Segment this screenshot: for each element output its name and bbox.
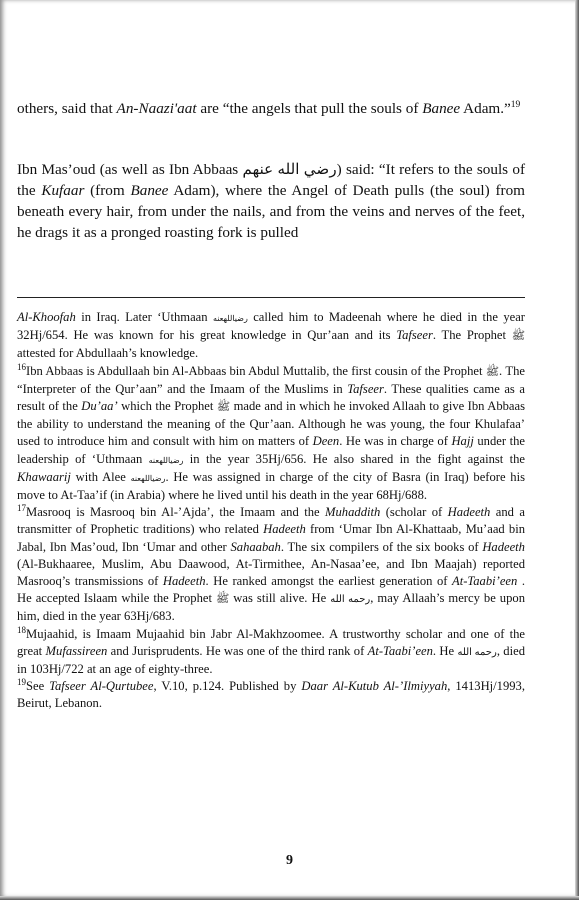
footnotes-section xyxy=(17,309,525,713)
footnote-16: $^{16}$Ibn Abbaas is Abdullaah bin Al-Abbaas bin Abdul Muttalib, the first cousin of the Prophet ﷺ. The “Interpreter of the Qur’aan” and the Imaam of the Muslims in Tafseer. These qualities came as a result of the Du’aa’ which the Prophet ﷺ made and in which he invoked Allaah to give Ibn Abbaas the ability to understand the meaning of the Qur’aan. Although he was young, the four Khulafaa’ used to introduce him and consult with him on matters of Deen. He was in charge of Hajj under the leadership of ‘Uthmaan رضياللهعنه in the year 35Hj/656. He also shared in the fight against the Khawaarij with Alee رضياللهعنه. He was assigned in charge of the city of Basra (in Iraq) before his move to At-Taa’if (in Arabia) where he lived until his death in the year 68Hj/688. xyxy=(17,361,525,503)
footnote-number: 17 xyxy=(17,503,26,514)
salawat-symbol: ﷺ xyxy=(485,365,499,378)
footnote-18: $^{18}$Mujaahid, is Imaam Mujaahid bin Jabr Al-Makhzoomee. A trustworthy scholar and one of the great Mufassireen and Jurisprudents. He was one of the third rank of At-Taabi’een. He رحمه الله, died in 103Hj/722 at an age of eighty-three. xyxy=(17,624,525,677)
footnote-separator xyxy=(17,297,525,298)
body-paragraph-1: others, said that An-Naazi'aat are “the angels that pull the souls of Banee Adam.”$^{19}$ xyxy=(17,99,521,117)
page-edge-shadow-right xyxy=(575,0,579,900)
salawat-symbol: ﷺ xyxy=(215,593,230,606)
honorific-symbol: رضياللهعنه xyxy=(130,473,166,483)
salawat-symbol: ﷺ xyxy=(216,401,231,414)
page-number: 9 xyxy=(286,853,293,868)
honorific-symbol: رضياللهعنه xyxy=(212,314,248,323)
arabic-honorific: رحمه الله xyxy=(457,646,497,658)
honorific-symbol: رضياللهعنه xyxy=(148,455,184,465)
footnote-number: 16 xyxy=(17,361,26,372)
footnote-number: 19 xyxy=(17,677,26,688)
footnote-19: $^{19}$See Tafseer Al-Qurtubee, V.10, p.124. Published by Daar Al-Kutub Al-’Ilmiyyah, 1413Hj/1993, Beirut, Lebanon. xyxy=(17,677,525,711)
arabic-honorific: رضي الله عنهم xyxy=(242,161,337,178)
salawat-symbol: ﷺ xyxy=(511,330,526,343)
arabic-honorific: رحمه الله xyxy=(330,594,371,606)
footnote-number: 18 xyxy=(17,624,26,635)
footnote-ref-19: 19 xyxy=(510,99,521,110)
footnote-17: $^{17}$Masrooq is Masrooq bin Al-’Ajda’, the Imaam and the Muhaddith (scholar of Hadeeth and a transmitter of Prophetic traditions) who related Hadeeth from ‘Umar Ibn Al-Khattaab, Mu’aad bin Jabal, Ibn Mas’oud, Ibn ‘Umar and other Sahaabah. The six compilers of the six books of Hadeeth (Al-Bukhaaree, Muslim, Abu Daawood, At-Tirmithee, An-Nasaa’ee, and Ibn Maajah) reported Masrooq’s transmissions of Hadeeth. He ranked amongst the earliest generation of At-Taabi’een . He accepted Islaam while the Prophet ﷺ was still alive. He رحمه الله, may Allaah’s mercy be upon him, died in the year 63Hj/683. xyxy=(17,503,526,624)
body-paragraph-2: Ibn Mas’oud (as well as Ibn Abbaas رضي الله عنهم) said: “It refers to the souls of the Kufaar (from Banee Adam), where the Angel of Death pulls (the soul) from beneath every hair, from under the nails, and from the veins and nerves of the feet, he drags it as a pronged roasting fork is pulled xyxy=(17,161,525,241)
page-edge-shadow-bottom xyxy=(0,896,579,900)
footnote-continuation: Al-Khoofah in Iraq. Later ‘Uthmaan رضياللهعنه called him to Madeenah where he died in the year 32Hj/654. He was known for his great knowledge in Qur’aan and its Tafseer. The Prophet ﷺ attested for Abdullaah’s knowledge. xyxy=(17,310,526,361)
